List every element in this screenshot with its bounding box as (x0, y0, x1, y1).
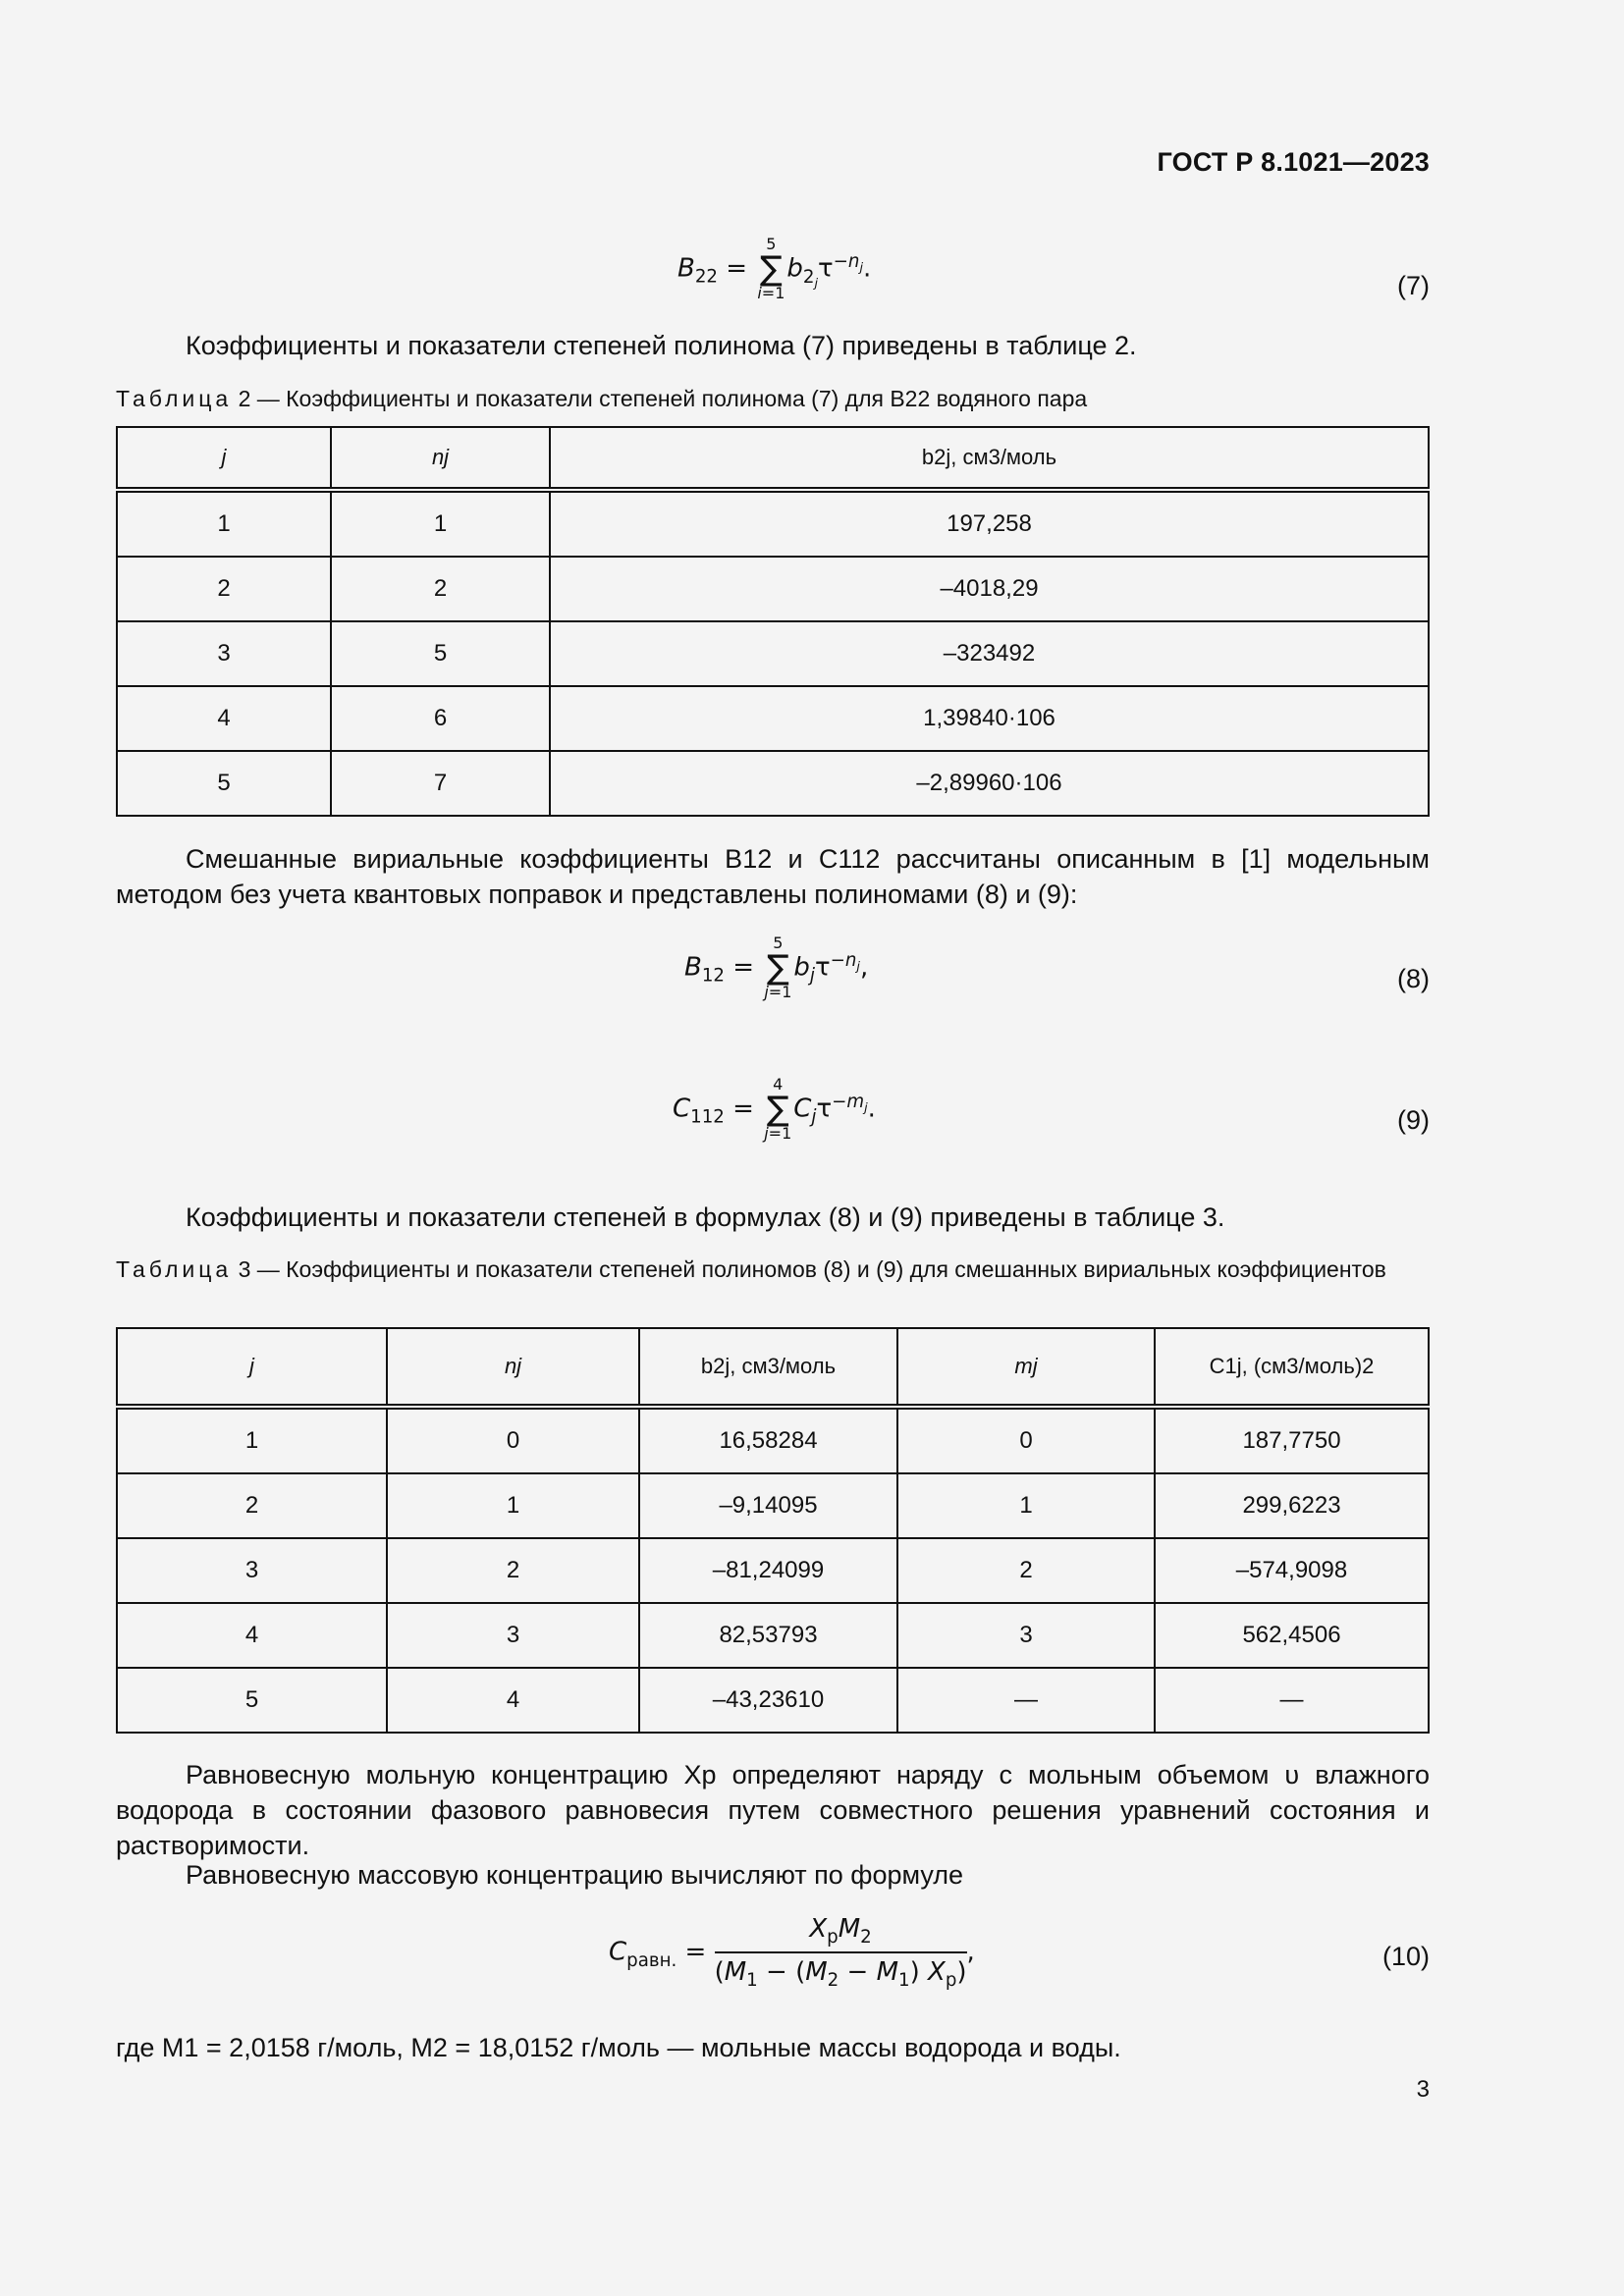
cell: — (897, 1668, 1155, 1733)
table-row (117, 1538, 1429, 1603)
cell: 4 (387, 1668, 639, 1733)
table-row (117, 557, 1429, 621)
cell: 1 (387, 1473, 639, 1538)
equation-10: $C_{равн.}$ = $\frac{X_pM_2}{(M_1 - (M_2 - M_1) X_p)}$ , (609, 1914, 975, 1992)
table-header: b2j, см3/моль (550, 427, 1429, 490)
cell: 3 (117, 621, 331, 686)
cell: 0 (387, 1407, 639, 1473)
cell: 4 (117, 686, 331, 751)
cell: –574,9098 (1155, 1538, 1429, 1603)
paragraph-6: где M1 = 2,0158 г/моль, M2 = 18,0152 г/моль — мольные массы водорода и воды. (116, 2033, 1121, 2062)
document-code: ГОСТ Р 8.1021—2023 (1157, 147, 1430, 177)
cell: 5 (117, 751, 331, 816)
table-row (117, 1473, 1429, 1538)
cell: 3 (117, 1538, 387, 1603)
paragraph-4: Равновесную мольную концентрацию Xp определяют наряду с мольным объемом υ влажного водорода в состоянии фазового равновесия путем совместного решения уравнений состояния и растворимости. (116, 1760, 1430, 1860)
cell: 1 (331, 490, 550, 557)
cell: –323492 (550, 621, 1429, 686)
cell: 0 (897, 1407, 1155, 1473)
cell: 2 (331, 557, 550, 621)
equation-8: $B_{12}$ = 5 ∑ j=1 $b_j\tau^{-n_j}$, (684, 934, 869, 1001)
table-row (117, 686, 1429, 751)
cell: 5 (331, 621, 550, 686)
table-row (117, 1668, 1429, 1733)
caption-word: Таблица (116, 1256, 233, 1282)
table-row (117, 621, 1429, 686)
table-header: b2j, см3/моль (639, 1328, 897, 1407)
table-3 (116, 1327, 1430, 1734)
cell: 3 (897, 1603, 1155, 1668)
page-number: 3 (1416, 2076, 1430, 2103)
cell: 3 (387, 1603, 639, 1668)
equation-9-number: (9) (1397, 1105, 1430, 1135)
cell: –4018,29 (550, 557, 1429, 621)
cell: 187,7750 (1155, 1407, 1429, 1473)
cell: 1,39840·106 (550, 686, 1429, 751)
equation-7-number: (7) (1397, 271, 1430, 300)
table-row (117, 751, 1429, 816)
table-header: C1j, (см3/моль)2 (1155, 1328, 1429, 1407)
equation-8-number: (8) (1397, 964, 1430, 993)
cell: 299,6223 (1155, 1473, 1429, 1538)
table-2 (116, 426, 1430, 817)
cell: 562,4506 (1155, 1603, 1429, 1668)
table-3-caption (116, 1254, 1430, 1285)
paragraph-3: Коэффициенты и показатели степеней в формулах (8) и (9) приведены в таблице 3. (186, 1202, 1225, 1232)
table-header: j (117, 427, 331, 490)
table-header: nj (331, 427, 550, 490)
table-2-caption (116, 383, 1430, 414)
cell: 1 (117, 490, 331, 557)
table-row (117, 490, 1429, 557)
table-header: mj (897, 1328, 1155, 1407)
cell: –2,89960·106 (550, 751, 1429, 816)
cell: 2 (117, 557, 331, 621)
cell: 5 (117, 1668, 387, 1733)
table-row (117, 1603, 1429, 1668)
cell: 7 (331, 751, 550, 816)
table-row (117, 1407, 1429, 1473)
paragraph-1: Коэффициенты и показатели степеней полинома (7) приведены в таблице 2. (186, 331, 1137, 360)
cell: 1 (897, 1473, 1155, 1538)
cell: 2 (117, 1473, 387, 1538)
cell: 16,58284 (639, 1407, 897, 1473)
cell: –43,23610 (639, 1668, 897, 1733)
paragraph-5: Равновесную массовую концентрацию вычисляют по формуле (186, 1860, 964, 1890)
equation-9: $C_{112}$ = 4 ∑ j=1 $C_j\tau^{-m_j}$. (673, 1075, 876, 1143)
caption-text: 2 — Коэффициенты и показатели степеней полинома (7) для B22 водяного пара (238, 386, 1088, 411)
cell: 6 (331, 686, 550, 751)
cell: 197,258 (550, 490, 1429, 557)
cell: — (1155, 1668, 1429, 1733)
table-header: nj (387, 1328, 639, 1407)
cell: 82,53793 (639, 1603, 897, 1668)
cell: –9,14095 (639, 1473, 897, 1538)
cell: –81,24099 (639, 1538, 897, 1603)
cell: 2 (897, 1538, 1155, 1603)
equation-10-number: (10) (1381, 1942, 1430, 1971)
caption-text: 3 — Коэффициенты и показатели степеней полиномов (8) и (9) для смешанных вириальных коэффициентов (238, 1256, 1386, 1282)
caption-word: Таблица (116, 386, 233, 411)
equation-7: $B_{22}$ = 5 ∑ i=1 $b_{2_j}\tau^{-n_j}$. (677, 235, 872, 302)
cell: 4 (117, 1603, 387, 1668)
cell: 1 (117, 1407, 387, 1473)
paragraph-2: Смешанные вириальные коэффициенты B12 и C112 рассчитаны описанным в [1] модельным методом без учета квантовых поправок и представлены полиномами (8) и (9): (116, 844, 1430, 909)
cell: 2 (387, 1538, 639, 1603)
table-header: j (117, 1328, 387, 1407)
